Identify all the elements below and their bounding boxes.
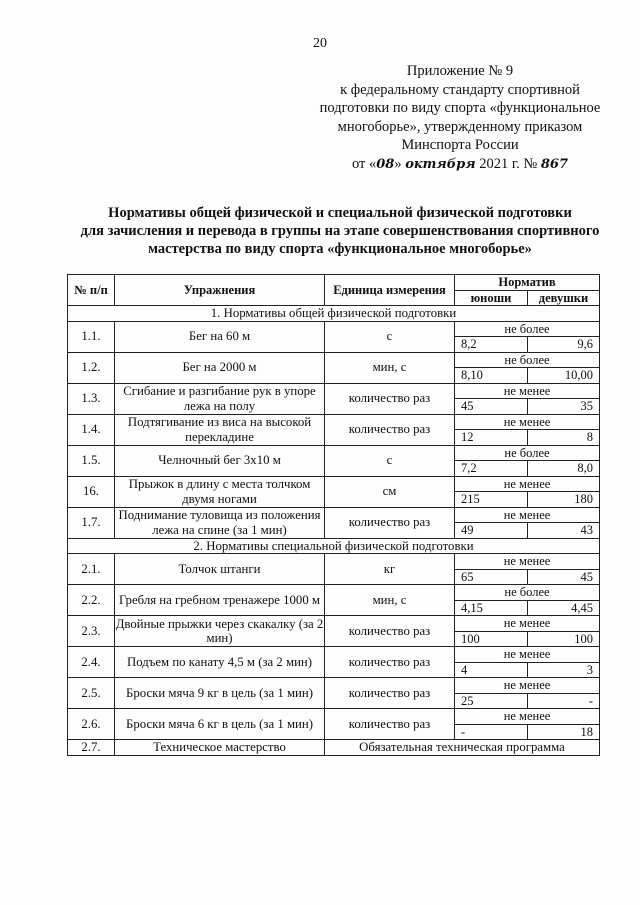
girls-value: 18 [528,724,600,740]
exercise-name: Бег на 2000 м [115,352,325,383]
appendix-line: к федеральному стандарту спортивной [340,81,580,98]
row-number: 2.2. [68,585,115,616]
unit: количество раз [325,647,455,678]
date-prefix: от « [351,155,377,172]
exercise-name: Двойные прыжки через скакалку (за 2 мин) [115,616,324,645]
exercise-name: Поднимание туловища из положения лежа на спине (за 1 мин) [115,507,325,538]
table-row [68,507,600,523]
table-row [68,709,600,725]
exercise-name: Сгибание и разгибание рук в упоре лежа на полу [115,383,325,414]
exercise-name: Толчок штанги [115,554,325,585]
table-row [68,383,600,399]
norm-limit: не менее [455,678,600,694]
title-line: мастерства по виду спорта «функциональное многоборье» [148,241,532,257]
row-number: 1.5. [68,445,115,476]
unit: мин, с [325,352,455,383]
boys-value: 100 [455,631,528,647]
norm-limit: не менее [455,647,600,663]
header-unit: Единица измерения [325,275,455,306]
table-row [68,647,600,663]
boys-value: 45 [455,399,528,415]
unit: с [325,321,455,352]
table-row [68,321,600,337]
norm-limit: не более [455,321,600,337]
table-row [68,352,600,368]
unit: количество раз [325,709,455,740]
girls-value: 45 [528,569,600,585]
section-title: 2. Нормативы специальной физической подготовки [68,538,600,554]
exercise-name: Челночный бег 3х10 м [115,445,325,476]
girls-value: 3 [528,662,600,678]
header-exercise: Упражнения [115,275,325,306]
section-title: 1. Нормативы общей физической подготовки [68,306,600,322]
unit: мин, с [325,585,455,616]
exercise-name: Бег на 60 м [115,321,325,352]
row-number: 1.7. [68,507,115,538]
unit: см [325,476,455,507]
boys-value: - [455,724,528,740]
header-num: № п/п [68,275,115,306]
norm-limit: не менее [455,414,600,430]
norm-limit: не менее [455,383,600,399]
boys-value: 4 [455,662,528,678]
girls-value: 10,00 [528,368,600,384]
norm-value: Обязательная техническая программа [325,740,600,756]
page-number: 20 [313,36,327,51]
unit: количество раз [325,507,455,538]
girls-value: - [528,693,600,709]
exercise-name: Техническое мастерство [115,740,325,756]
title-line: Нормативы общей физической и специальной физической подготовки [108,205,572,221]
unit: количество раз [325,414,455,445]
norm-limit: не более [455,445,600,461]
girls-value: 43 [528,523,600,539]
norms-table [67,274,600,756]
row-number: 1.1. [68,321,115,352]
date-mid: » [394,155,402,172]
table-row [68,740,600,756]
norm-limit: не более [455,352,600,368]
appendix-line: подготовки по виду спорта «функциональное [319,100,601,116]
section-row [68,538,600,554]
row-number: 1.3. [68,383,115,414]
boys-value: 4,15 [455,600,528,616]
row-number: 2.6. [68,709,115,740]
table-row [68,476,600,492]
boys-value: 65 [455,569,528,585]
table-row [68,585,600,601]
appendix-header [290,62,630,174]
exercise-name: Подтягивание из виса на высокой перекладине [115,414,325,445]
handwritten-order-number: 867 [540,156,569,172]
exercise-name: Броски мяча 6 кг в цель (за 1 мин) [115,709,325,740]
unit: количество раз [325,383,455,414]
norm-limit: не более [455,585,600,601]
appendix-line: Приложение № 9 [406,63,514,79]
header-girls: девушки [528,290,600,306]
handwritten-month: октября [405,156,476,172]
header-norm: Норматив [455,275,600,291]
norm-limit: не менее [455,507,600,523]
exercise-name: Прыжок в длину с места толчком двумя ногами [115,476,325,507]
girls-value: 8,0 [528,461,600,477]
unit: кг [325,554,455,585]
order-date-line [290,155,630,175]
table-row [68,445,600,461]
row-number: 16. [68,476,115,507]
section-row [68,306,600,322]
unit: с [325,445,455,476]
table-row [68,678,600,694]
row-number: 2.1. [68,554,115,585]
row-number: 2.7. [68,740,115,756]
boys-value: 8,2 [455,337,528,353]
table-row [68,554,600,570]
row-number: 2.3. [68,616,115,647]
boys-value: 49 [455,523,528,539]
boys-value: 25 [455,693,528,709]
table-row [68,616,600,632]
girls-value: 100 [528,631,600,647]
header-boys: юноши [455,290,528,306]
norm-limit: не менее [455,709,600,725]
row-number: 1.4. [68,414,115,445]
handwritten-day: 08 [376,156,395,172]
unit: количество раз [325,678,455,709]
girls-value: 9,6 [528,337,600,353]
norm-limit: не менее [455,476,600,492]
exercise-name: Броски мяча 9 кг в цель (за 1 мин) [115,678,325,709]
table-row [68,414,600,430]
norm-limit: не менее [455,554,600,570]
title-line: для зачисления и перевода в группы на этапе совершенствования спортивного [80,223,600,239]
row-number: 2.4. [68,647,115,678]
boys-value: 7,2 [455,461,528,477]
girls-value: 35 [528,399,600,415]
row-number: 1.2. [68,352,115,383]
document-title [60,204,620,258]
boys-value: 215 [455,492,528,508]
unit: количество раз [325,616,455,647]
girls-value: 180 [528,492,600,508]
date-year: 2021 г. № [479,155,538,172]
appendix-line: Минспорта России [401,137,519,153]
boys-value: 8,10 [455,368,528,384]
exercise-name: Подъем по канату 4,5 м (за 2 мин) [115,647,325,678]
girls-value: 8 [528,430,600,446]
norm-limit: не менее [455,616,600,632]
exercise-name: Гребля на гребном тренажере 1000 м [115,585,325,616]
boys-value: 12 [455,430,528,446]
girls-value: 4,45 [528,600,600,616]
row-number: 2.5. [68,678,115,709]
appendix-line: многоборье», утвержденному приказом [337,118,583,135]
